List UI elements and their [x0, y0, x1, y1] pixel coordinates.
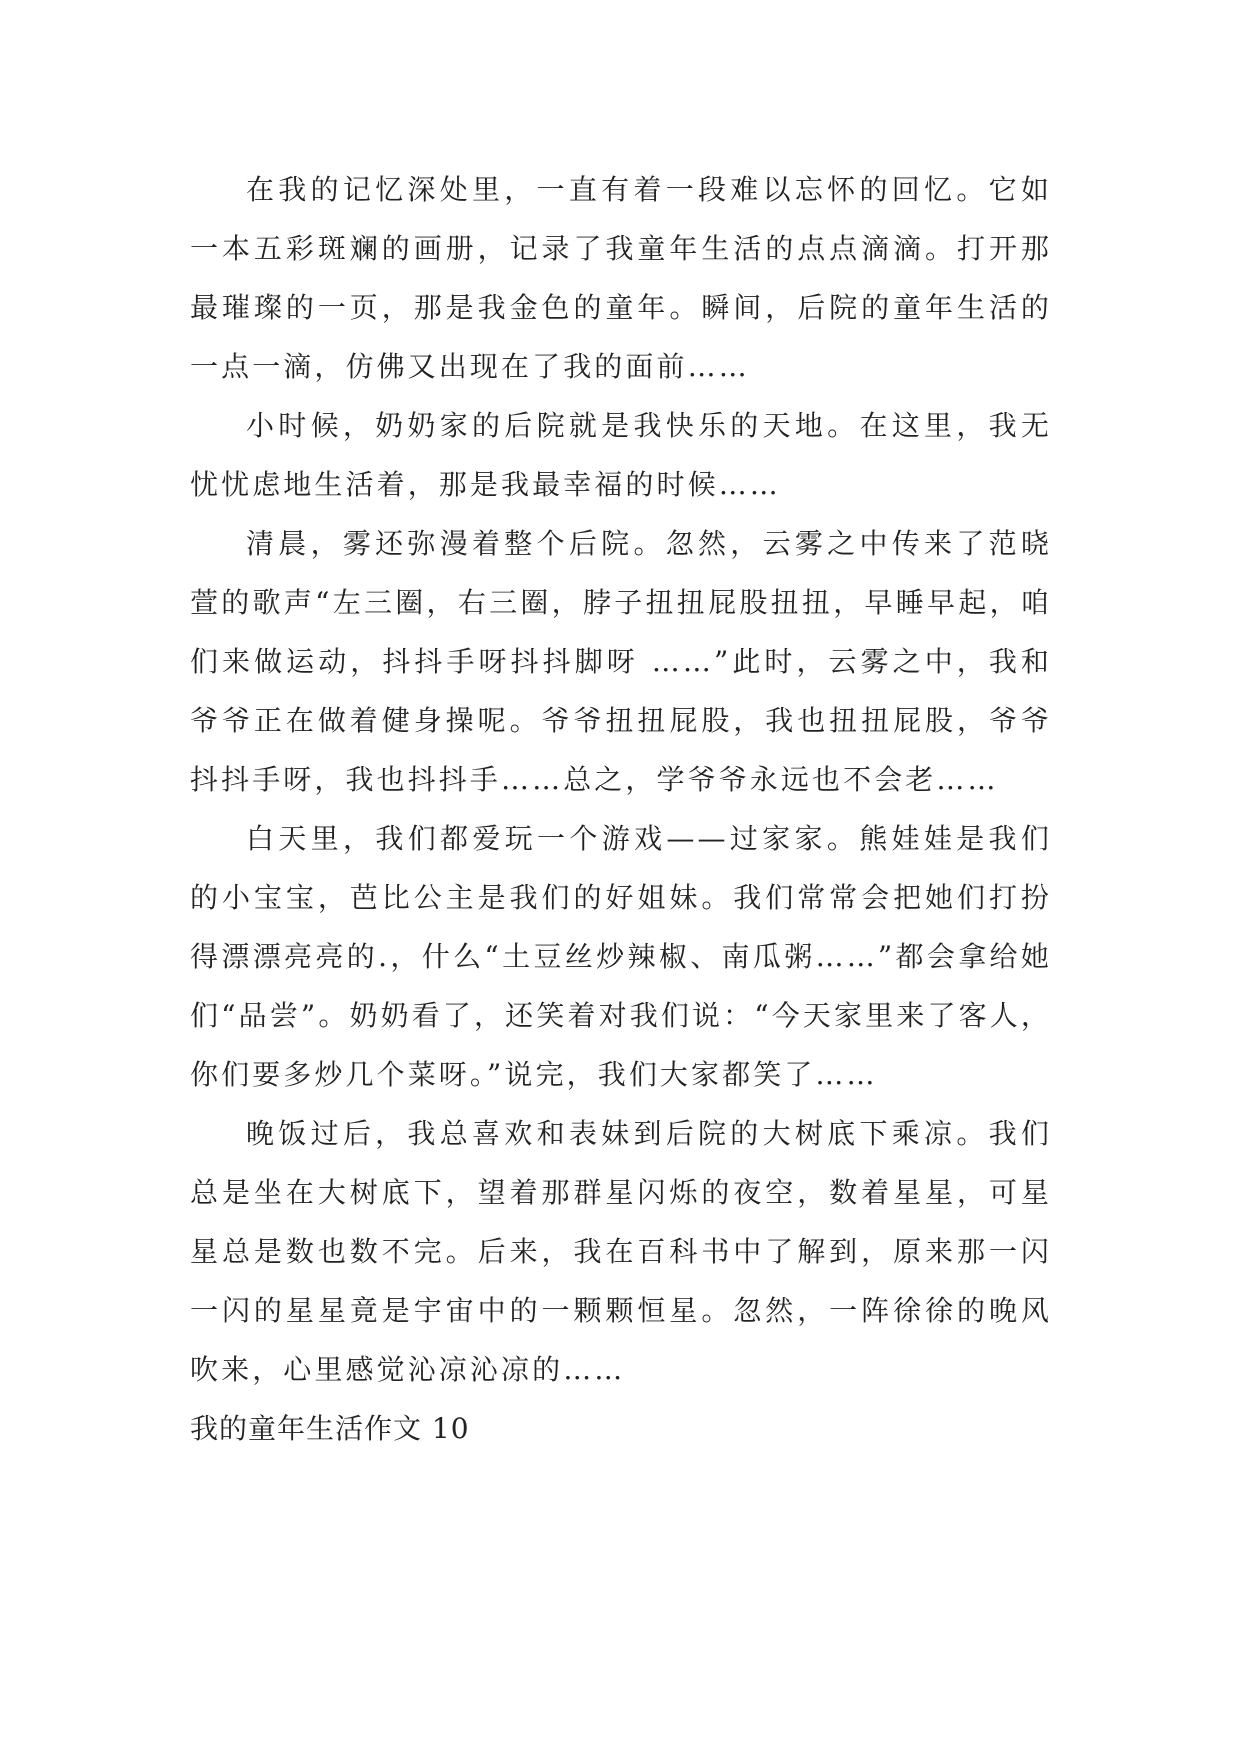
- section-heading: 我的童年生活作文 10: [190, 1412, 470, 1445]
- paragraph: 在我的记忆深处里，一直有着一段难以忘怀的回忆。它如一本五彩斑斓的画册，记录了我童年生活的点点滴滴。打开那最璀璨的一页，那是我金色的童年。瞬间，后院的童年生活的一点一滴，仿佛又出现在了我的面前……: [190, 173, 1052, 383]
- paragraph: 白天里，我们都爱玩一个游戏——过家家。熊娃娃是我们的小宝宝，芭比公主是我们的好姐妹。我们常常会把她们打扮得漂漂亮亮的.，什么“土豆丝炒辣椒、南瓜粥……”都会拿给她们“品尝”。奶奶看了，还笑着对我们说：“今天家里来了客人，你们要多炒几个菜呀。”说完，我们大家都笑了……: [190, 822, 1052, 1091]
- document-body: [190, 160, 1052, 1458]
- paragraph: 清晨，雾还弥漫着整个后院。忽然，云雾之中传来了范晓萱的歌声“左三圈，右三圈，脖子扭扭屁股扭扭，早睡早起，咱们来做运动，抖抖手呀抖抖脚呀 ……”此时，云雾之中，我和爷爷正在做着健身操呢。爷爷扭扭屁股，我也扭扭屁股，爷爷抖抖手呀，我也抖抖手……总之，学爷爷永远也不会老……: [190, 527, 1052, 796]
- paragraph: 晚饭过后，我总喜欢和表妹到后院的大树底下乘凉。我们总是坐在大树底下，望着那群星闪烁的夜空，数着星星，可星星总是数也数不完。后来，我在百科书中了解到，原来那一闪一闪的星星竟是宇宙中的一颗颗恒星。忽然，一阵徐徐的晚风吹来，心里感觉沁凉沁凉的……: [190, 1117, 1052, 1386]
- paragraph: 小时候，奶奶家的后院就是我快乐的天地。在这里，我无忧忧虑地生活着，那是我最幸福的时候……: [190, 409, 1052, 501]
